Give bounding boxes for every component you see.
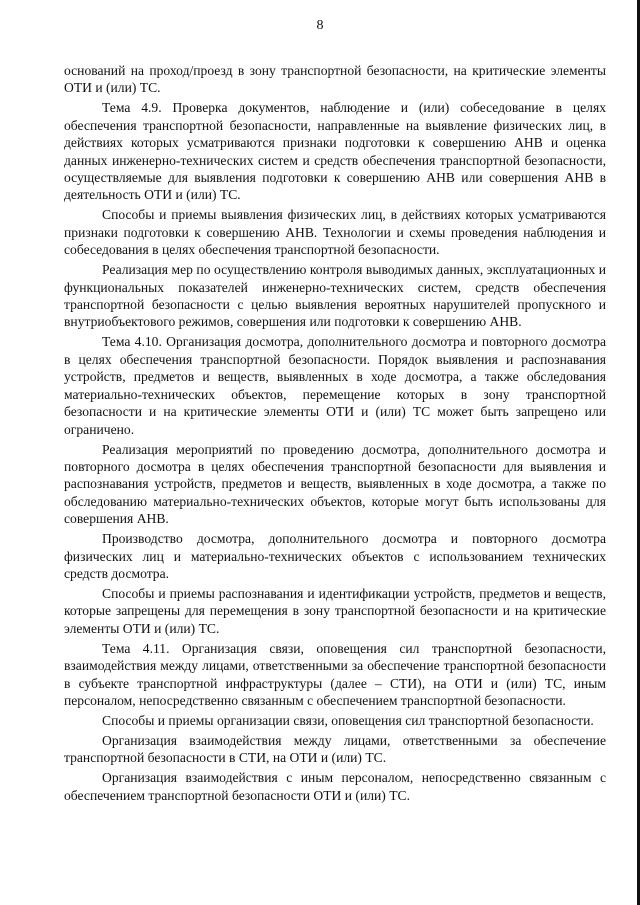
page-number: 8 [316,18,324,33]
paragraph: Способы и приемы организации связи, оповещения сил транспортной безопасности. [102,712,594,728]
paragraph: Реализация мер по осуществлению контроля выводимых данных, эксплуатационных и функциональных показателей инженерно-технических систем, средств обеспечения транспортной безопасности с целью выявления вероятных нарушителей пропускного и внутриобъектового режимов, совершения или подготовки к совершению АНВ. [64,262,606,330]
document-body [64,62,606,807]
paragraph: Организация взаимодействия между лицами, ответственными за обеспечение транспортной безопасности в СТИ, на ОТИ и (или) ТС. [64,732,606,766]
paragraph: Производство досмотра, дополнительного досмотра и повторного досмотра физических лиц и материально-технических объектов с использованием технических средств досмотра. [64,531,606,581]
paragraph-topic-4-9: Тема 4.9. Проверка документов, наблюдение и (или) собеседование в целях обеспечения транспортной безопасности, направленные на выявление физических лиц, в действиях которых усматриваются признаки подготовки к совершению АНВ и оценка данных инженерно-технических систем и средств обеспечения транспортной безопасности, осуществляемые для выявления подготовки к совершению АНВ или совершения АНВ в деятельность ОТИ и (или) ТС. [64,100,606,203]
paragraph: Реализация мероприятий по проведению досмотра, дополнительного досмотра и повторного досмотра в целях обеспечения транспортной безопасности для выявления и распознавания устройств, предметов и веществ, выявленных в ходе досмотра, а также по обследованию материально-технических объектов, которые могут быть использованы для совершения АНВ. [64,441,606,527]
paragraph-topic-4-11: Тема 4.11. Организация связи, оповещения сил транспортной безопасности, взаимодействия между лицами, ответственными за обеспечение транспортной безопасности в субъекте транспортной инфраструктуры (далее – СТИ), на ОТИ и (или) ТС, иным персоналом, непосредственно связанным с обеспечением транспортной безопасности. [64,640,606,708]
paragraph: Организация взаимодействия с иным персоналом, непосредственно связанным с обеспечением транспортной безопасности ОТИ и (или) ТС. [64,770,606,803]
paragraph-continuation: оснований на проход/проезд в зону транспортной безопасности, на критические элементы ОТИ и (или) ТС. [64,63,606,96]
paragraph: Способы и приемы распознавания и идентификации устройств, предметов и веществ, которые запрещены для перемещения в зону транспортной безопасности и на критические элементы ОТИ и (или) ТС. [64,585,606,636]
paragraph-topic-4-10: Тема 4.10. Организация досмотра, дополнительного досмотра и повторного досмотра в целях обеспечения транспортной безопасности. Порядок выявления и распознавания устройств, предметов и веществ, выявленных в ходе досмотра, а также обследования материально-технических объектов, перемещение которых в зону транспортной безопасности и на критические элементы ОТИ и (или) ТС может быть запрещено или ограничено. [64,334,606,437]
paragraph: Способы и приемы выявления физических лиц, в действиях которых усматриваются признаки подготовки к совершению АНВ. Технологии и схемы проведения наблюдения и собеседования в целях обеспечения транспортной безопасности. [64,207,606,258]
